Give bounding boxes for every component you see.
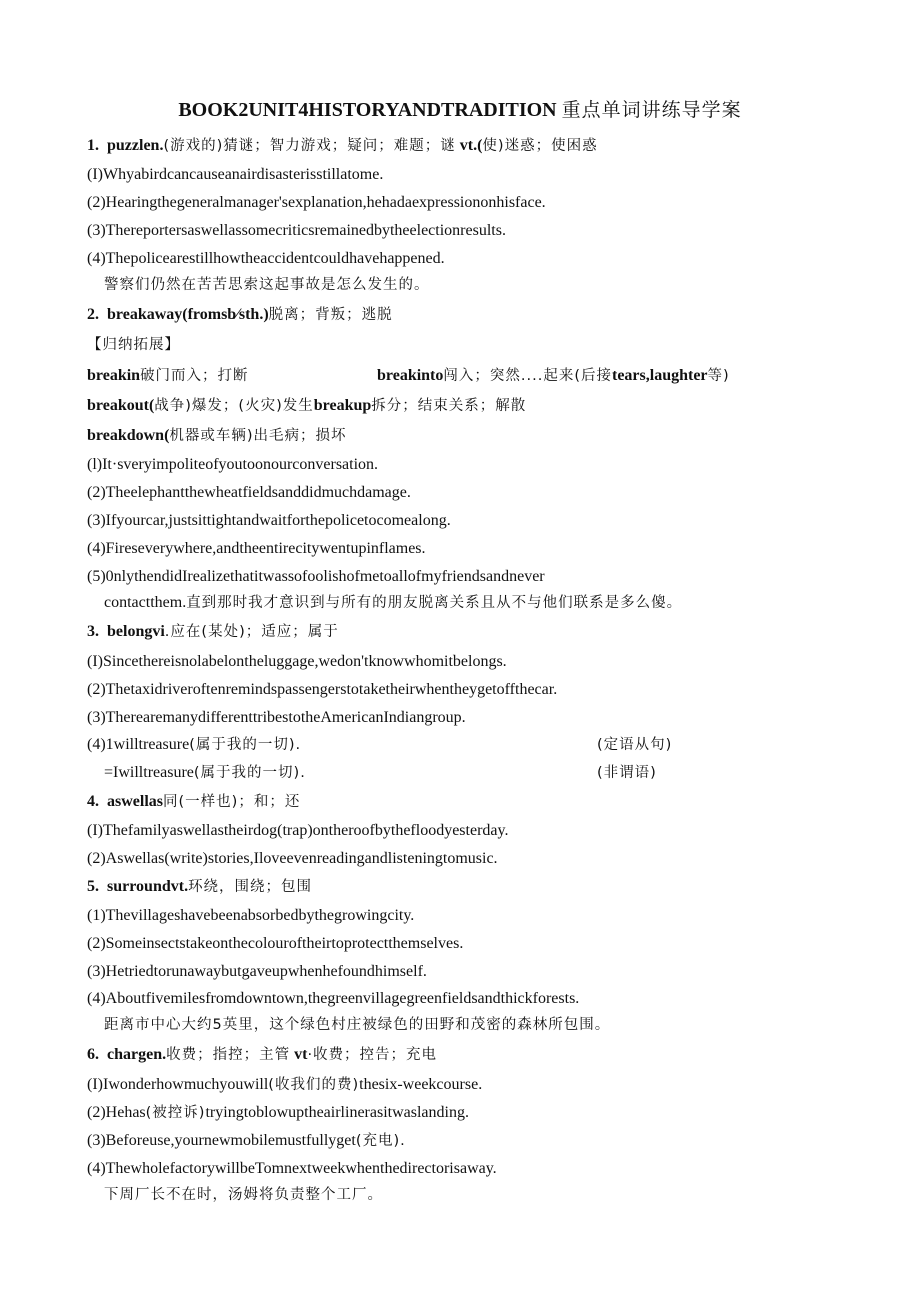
- sentence-hint: (充电).: [355, 1133, 406, 1149]
- title-zh: 重点单词讲练导学案: [561, 99, 742, 121]
- word-4-heading: [87, 792, 300, 812]
- sentence: (2)Hearingthegeneralmanager'sexplanation,hehadaexpressiononhisface.: [87, 194, 546, 211]
- sentence: [87, 1103, 469, 1123]
- translation: 警察们仍然在苦苦思索这起事故是怎么发生的。: [104, 277, 430, 293]
- word-headword: puzzlen.: [107, 137, 164, 154]
- sentence-text: (I)Iwonderhowmuchyouwill: [87, 1076, 269, 1093]
- sentence-hint: (收我们的费): [268, 1077, 360, 1093]
- sentence: (3)Thereportersaswellassomecriticsremainedbytheelectionresults.: [87, 222, 506, 239]
- sentence-continued: [104, 593, 682, 613]
- word-5-heading: [87, 877, 312, 897]
- sentence-text: (3)Beforeuse,yournewmobilemustfullyget: [87, 1132, 356, 1149]
- word-number: 1.: [87, 137, 99, 154]
- phrase-head: breakout(: [87, 397, 155, 414]
- word-number: 6.: [87, 1046, 99, 1063]
- word-number: 3.: [87, 623, 99, 640]
- sentence-text: (4)1willtreasure: [87, 736, 190, 753]
- sentence-tail: tryingtoblowuptheairlinerasitwaslanding.: [205, 1104, 469, 1121]
- word-pos: vt: [294, 1046, 308, 1063]
- word-definition: (游戏的)猜谜；智力游戏；疑问；难题；谜: [163, 138, 456, 154]
- phrase-definition: 闯入；突然....起来(后接: [443, 368, 612, 384]
- sentence: (2)Someinsectstakeonthecolouroftheirtoprotectthemselves.: [87, 935, 464, 952]
- phrase-breakdown: [87, 426, 347, 446]
- sentence-hint: (属于我的一切).: [189, 737, 302, 753]
- phrase-head: breakin: [87, 367, 141, 384]
- phrase-example: tears,laughter: [611, 367, 708, 384]
- word-3-heading: [87, 622, 339, 642]
- sentence: (4)Fireseverywhere,andtheentirecitywentupinflames.: [87, 540, 426, 557]
- word-headword: belongvi: [107, 623, 165, 640]
- sentence-hint: (属于我的一切).: [193, 765, 306, 781]
- phrase-definition: 战争)爆发；(火灾)发生: [154, 398, 314, 414]
- sentence: (4)Thepolicearestillhowtheaccidentcouldhavehappened.: [87, 250, 445, 267]
- phrase-definition: 破门而入；打断: [140, 368, 249, 384]
- sentence: (2)Thetaxidriveroftenremindspassengerstotaketheirwhentheygetoffthecar.: [87, 681, 558, 698]
- word-headword: aswellas: [107, 793, 163, 810]
- phrase-breakinto: [377, 366, 730, 386]
- phrase-breakout: [87, 396, 526, 416]
- phrase-definition-2: 拆分；结束关系；解散: [371, 398, 527, 414]
- sentence: (4)ThewholefactorywillbeTomnextweekwhenthedirectorisaway.: [87, 1160, 497, 1177]
- sentence: (5)0nlythendidIrealizethatitwassofoolishofmetoallofmyfriendsandnever: [87, 568, 545, 585]
- word-headword: breakaway(fromsb∕sth.): [107, 306, 269, 323]
- sentence-tail: contactthem.: [104, 594, 187, 611]
- expand-label: 【归纳拓展】: [87, 337, 180, 353]
- word-6-heading: [87, 1045, 437, 1065]
- phrase-definition: 机器或车辆)出毛病；损坏: [169, 428, 347, 444]
- word-2-heading: [87, 305, 393, 325]
- sentence: [87, 1131, 406, 1151]
- word-definition: 同(一样也)；和；还: [163, 794, 301, 810]
- sentence: [104, 763, 306, 783]
- word-headword: surroundvt.: [107, 878, 189, 895]
- sentence: (3)Ifyourcar,justsittightandwaitforthepolicetocomealong.: [87, 512, 451, 529]
- word-definition: 脱离；背叛；逃脱: [268, 307, 393, 323]
- phrase-head: breakinto: [377, 367, 444, 384]
- word-definition: 收费；指控；主管: [166, 1047, 291, 1063]
- phrase-head-2: breakup: [313, 397, 372, 414]
- sentence: (3)TherearemanydifferenttribestotheAmericanIndiangroup.: [87, 709, 466, 726]
- sentence: (I)Thefamilyaswellastheirdog(trap)ontheroofbythefloodyesterday.: [87, 822, 509, 839]
- translation: 下周厂长不在时，汤姆将负责整个工厂。: [104, 1187, 383, 1203]
- phrase-definition-tail: 等): [707, 368, 730, 384]
- sentence: (I)Sincethereisnolabelontheluggage,wedon'tknowwhomitbelongs.: [87, 653, 507, 670]
- translation: 直到那时我才意识到与所有的朋友脱离关系且从不与他们联系是多么傻。: [186, 595, 683, 611]
- sentence: (4)Aboutfivemilesfromdowntown,thegreenvillagegreenfieldsandthickforests.: [87, 990, 580, 1007]
- phrase-breakin: [87, 366, 249, 386]
- sentence: (2)Aswellas(write)stories,Iloveevenreadingandlisteningtomusic.: [87, 850, 498, 867]
- sentence: [87, 1075, 482, 1095]
- sentence-text: (2)Hehas: [87, 1104, 146, 1121]
- word-number: 4.: [87, 793, 99, 810]
- grammar-note: (定语从句): [597, 737, 673, 753]
- phrase-head: breakdown(: [87, 427, 170, 444]
- title-en: BOOK2UNIT4HISTORYANDTRADITION: [178, 99, 557, 121]
- sentence-text: =Iwilltreasure: [104, 764, 194, 781]
- grammar-note: (非谓语): [597, 765, 657, 781]
- sentence-hint: (被控诉): [145, 1105, 206, 1121]
- sentence: (2)Theelephantthewheatfieldsanddidmuchdamage.: [87, 484, 411, 501]
- sentence: [87, 735, 301, 755]
- sentence-tail: thesix-weekcourse.: [359, 1076, 483, 1093]
- word-1-heading: [87, 136, 598, 156]
- word-definition-2: ·收费；控告；充电: [307, 1047, 438, 1063]
- sentence: (l)It·sveryimpoliteofyoutoonourconversation.: [87, 456, 379, 473]
- sentence: (1)Thevillageshavebeenabsorbedbythegrowingcity.: [87, 907, 415, 924]
- sentence: (3)Hetriedtorunawaybutgaveupwhenhefoundhimself.: [87, 963, 427, 980]
- word-headword: chargen.: [107, 1046, 167, 1063]
- word-number: 2.: [87, 306, 99, 323]
- word-definition: .应在(某处)；适应；属于: [164, 624, 339, 640]
- page-title: [0, 98, 920, 122]
- word-definition-2: 使)迷惑；使困惑: [482, 138, 598, 154]
- word-number: 5.: [87, 878, 99, 895]
- sentence: (I)Whyabirdcancauseanairdisasterisstillatome.: [87, 166, 384, 183]
- translation: 距离市中心大约5英里，这个绿色村庄被绿色的田野和茂密的森林所包围。: [104, 1017, 611, 1033]
- word-definition: 环绕，围绕；包围: [188, 879, 313, 895]
- word-pos: vt.(: [459, 137, 483, 154]
